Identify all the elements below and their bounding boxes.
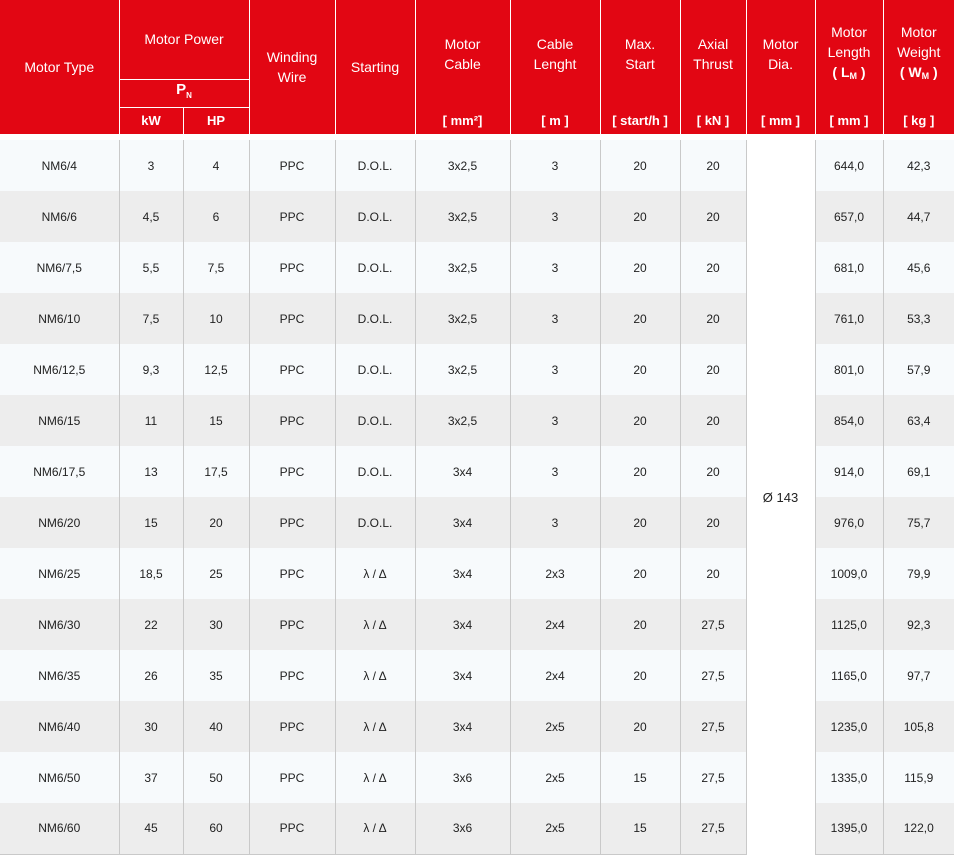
- cell-hp: 17,5: [183, 446, 249, 497]
- cell-max-start: 20: [600, 701, 680, 752]
- cell-motor-weight: 105,8: [883, 701, 954, 752]
- cell-motor-type: NM6/7,5: [0, 242, 119, 293]
- cell-starting: λ / Δ: [335, 752, 415, 803]
- cell-motor-length: 681,0: [815, 242, 883, 293]
- header-motor-length: Motor Length ( $L_M$ ): [815, 0, 883, 107]
- cell-motor-weight: 92,3: [883, 599, 954, 650]
- cell-motor-cable: 3x2,5: [415, 293, 510, 344]
- cell-motor-type: NM6/10: [0, 293, 119, 344]
- cell-motor-weight: 44,7: [883, 191, 954, 242]
- unit-max-start: [ start/h ]: [600, 107, 680, 134]
- cell-axial-thrust: 20: [680, 293, 746, 344]
- unit-motor-dia: [ mm ]: [746, 107, 815, 134]
- cell-motor-length: 657,0: [815, 191, 883, 242]
- cell-max-start: 20: [600, 293, 680, 344]
- cell-motor-cable: 3x2,5: [415, 344, 510, 395]
- cell-kw: 5,5: [119, 242, 183, 293]
- cell-cable-length: 2x3: [510, 548, 600, 599]
- cell-hp: 25: [183, 548, 249, 599]
- cell-max-start: 20: [600, 650, 680, 701]
- cell-kw: 11: [119, 395, 183, 446]
- cell-kw: 13: [119, 446, 183, 497]
- unit-cable-length: [ m ]: [510, 107, 600, 134]
- cell-starting: D.O.L.: [335, 191, 415, 242]
- cell-max-start: 20: [600, 548, 680, 599]
- cell-motor-length: 976,0: [815, 497, 883, 548]
- cell-axial-thrust: 27,5: [680, 599, 746, 650]
- header-cable-length: Cable Lenght: [510, 0, 600, 107]
- cell-motor-length: 1395,0: [815, 803, 883, 854]
- cell-hp: 4: [183, 140, 249, 191]
- cell-cable-length: 2x5: [510, 752, 600, 803]
- cell-motor-weight: 75,7: [883, 497, 954, 548]
- cell-starting: λ / Δ: [335, 701, 415, 752]
- cell-winding-wire: PPC: [249, 701, 335, 752]
- cell-motor-cable: 3x4: [415, 701, 510, 752]
- cell-max-start: 15: [600, 803, 680, 854]
- cell-winding-wire: PPC: [249, 344, 335, 395]
- cell-motor-type: NM6/25: [0, 548, 119, 599]
- cell-motor-type: NM6/40: [0, 701, 119, 752]
- cell-starting: λ / Δ: [335, 650, 415, 701]
- cell-cable-length: 2x4: [510, 599, 600, 650]
- table-header: [0, 0, 954, 140]
- header-kw: kW: [119, 107, 183, 134]
- cell-motor-cable: 3x6: [415, 803, 510, 854]
- cell-hp: 20: [183, 497, 249, 548]
- cell-axial-thrust: 27,5: [680, 803, 746, 854]
- cell-motor-cable: 3x4: [415, 599, 510, 650]
- cell-motor-type: NM6/12,5: [0, 344, 119, 395]
- cell-hp: 7,5: [183, 242, 249, 293]
- header-motor-power: Motor Power: [119, 0, 249, 79]
- header-motor-weight: Motor Weight ( $W_M$ ): [883, 0, 954, 107]
- cell-max-start: 20: [600, 446, 680, 497]
- cell-cable-length: 3: [510, 191, 600, 242]
- cell-motor-cable: 3x4: [415, 497, 510, 548]
- cell-winding-wire: PPC: [249, 191, 335, 242]
- cell-starting: D.O.L.: [335, 446, 415, 497]
- cell-starting: D.O.L.: [335, 242, 415, 293]
- cell-cable-length: 3: [510, 395, 600, 446]
- unit-axial-thrust: [ kN ]: [680, 107, 746, 134]
- unit-motor-length: [ mm ]: [815, 107, 883, 134]
- cell-kw: 9,3: [119, 344, 183, 395]
- cell-hp: 6: [183, 191, 249, 242]
- cell-kw: 30: [119, 701, 183, 752]
- cell-axial-thrust: 20: [680, 497, 746, 548]
- cell-winding-wire: PPC: [249, 293, 335, 344]
- cell-motor-length: 1165,0: [815, 650, 883, 701]
- cell-max-start: 20: [600, 599, 680, 650]
- header-motor-dia: Motor Dia.: [746, 0, 815, 107]
- cell-winding-wire: PPC: [249, 242, 335, 293]
- header-axial-thrust: Axial Thrust: [680, 0, 746, 107]
- cell-cable-length: 3: [510, 497, 600, 548]
- cell-motor-cable: 3x2,5: [415, 140, 510, 191]
- cell-winding-wire: PPC: [249, 803, 335, 854]
- cell-winding-wire: PPC: [249, 395, 335, 446]
- table-body: [0, 140, 954, 854]
- cell-motor-length: 801,0: [815, 344, 883, 395]
- cell-max-start: 20: [600, 242, 680, 293]
- cell-motor-type: NM6/50: [0, 752, 119, 803]
- cell-motor-length: 1125,0: [815, 599, 883, 650]
- cell-motor-type: NM6/6: [0, 191, 119, 242]
- cell-cable-length: 2x5: [510, 701, 600, 752]
- cell-cable-length: 3: [510, 293, 600, 344]
- cell-starting: D.O.L.: [335, 293, 415, 344]
- cell-winding-wire: PPC: [249, 599, 335, 650]
- cell-motor-weight: 45,6: [883, 242, 954, 293]
- cell-starting: λ / Δ: [335, 599, 415, 650]
- cell-motor-cable: 3x6: [415, 752, 510, 803]
- cell-motor-cable: 3x4: [415, 548, 510, 599]
- cell-motor-length: 914,0: [815, 446, 883, 497]
- header-winding-wire: Winding Wire: [249, 0, 335, 134]
- cell-motor-cable: 3x2,5: [415, 242, 510, 293]
- table-row: [0, 140, 954, 191]
- cell-max-start: 20: [600, 344, 680, 395]
- cell-motor-cable: 3x2,5: [415, 395, 510, 446]
- cell-hp: 60: [183, 803, 249, 854]
- cell-max-start: 20: [600, 191, 680, 242]
- cell-max-start: 15: [600, 752, 680, 803]
- cell-hp: 10: [183, 293, 249, 344]
- cell-motor-type: NM6/30: [0, 599, 119, 650]
- header-hp: HP: [183, 107, 249, 134]
- header-motor-type: Motor Type: [0, 0, 119, 134]
- cell-hp: 15: [183, 395, 249, 446]
- cell-motor-length: 1335,0: [815, 752, 883, 803]
- cell-cable-length: 3: [510, 140, 600, 191]
- cell-axial-thrust: 20: [680, 191, 746, 242]
- cell-axial-thrust: 27,5: [680, 650, 746, 701]
- cell-motor-cable: 3x4: [415, 650, 510, 701]
- cell-motor-weight: 42,3: [883, 140, 954, 191]
- cell-winding-wire: PPC: [249, 752, 335, 803]
- cell-cable-length: 2x4: [510, 650, 600, 701]
- cell-starting: D.O.L.: [335, 344, 415, 395]
- cell-motor-type: NM6/15: [0, 395, 119, 446]
- cell-motor-type: NM6/17,5: [0, 446, 119, 497]
- cell-axial-thrust: 20: [680, 395, 746, 446]
- cell-hp: 12,5: [183, 344, 249, 395]
- cell-winding-wire: PPC: [249, 446, 335, 497]
- cell-motor-length: 1235,0: [815, 701, 883, 752]
- cell-winding-wire: PPC: [249, 650, 335, 701]
- cell-axial-thrust: 20: [680, 242, 746, 293]
- cell-motor-dia: Ø 143: [746, 140, 815, 854]
- cell-motor-type: NM6/60: [0, 803, 119, 854]
- cell-motor-weight: 115,9: [883, 752, 954, 803]
- cell-winding-wire: PPC: [249, 140, 335, 191]
- cell-motor-type: NM6/4: [0, 140, 119, 191]
- cell-motor-weight: 63,4: [883, 395, 954, 446]
- cell-starting: D.O.L.: [335, 395, 415, 446]
- cell-kw: 22: [119, 599, 183, 650]
- cell-kw: 45: [119, 803, 183, 854]
- cell-motor-cable: 3x2,5: [415, 191, 510, 242]
- cell-motor-type: NM6/20: [0, 497, 119, 548]
- cell-motor-weight: 53,3: [883, 293, 954, 344]
- cell-motor-length: 1009,0: [815, 548, 883, 599]
- cell-kw: 18,5: [119, 548, 183, 599]
- header-starting: Starting: [335, 0, 415, 134]
- cell-motor-cable: 3x4: [415, 446, 510, 497]
- cell-cable-length: 3: [510, 344, 600, 395]
- cell-motor-length: 644,0: [815, 140, 883, 191]
- cell-cable-length: 3: [510, 446, 600, 497]
- cell-cable-length: 3: [510, 242, 600, 293]
- cell-axial-thrust: 20: [680, 548, 746, 599]
- cell-kw: 37: [119, 752, 183, 803]
- cell-starting: D.O.L.: [335, 497, 415, 548]
- header-max-start: Max. Start: [600, 0, 680, 107]
- cell-hp: 30: [183, 599, 249, 650]
- cell-kw: 26: [119, 650, 183, 701]
- cell-winding-wire: PPC: [249, 548, 335, 599]
- cell-max-start: 20: [600, 140, 680, 191]
- cell-kw: 4,5: [119, 191, 183, 242]
- cell-motor-weight: 69,1: [883, 446, 954, 497]
- cell-kw: 7,5: [119, 293, 183, 344]
- unit-motor-weight: [ kg ]: [883, 107, 954, 134]
- cell-motor-weight: 79,9: [883, 548, 954, 599]
- cell-hp: 35: [183, 650, 249, 701]
- cell-axial-thrust: 20: [680, 140, 746, 191]
- cell-hp: 50: [183, 752, 249, 803]
- cell-kw: 3: [119, 140, 183, 191]
- cell-axial-thrust: 27,5: [680, 752, 746, 803]
- cell-motor-weight: 97,7: [883, 650, 954, 701]
- cell-starting: λ / Δ: [335, 803, 415, 854]
- cell-max-start: 20: [600, 395, 680, 446]
- cell-motor-weight: 57,9: [883, 344, 954, 395]
- cell-cable-length: 2x5: [510, 803, 600, 854]
- cell-starting: λ / Δ: [335, 548, 415, 599]
- cell-motor-type: NM6/35: [0, 650, 119, 701]
- cell-motor-length: 854,0: [815, 395, 883, 446]
- cell-axial-thrust: 20: [680, 446, 746, 497]
- cell-motor-weight: 122,0: [883, 803, 954, 854]
- unit-motor-cable: [ mm²]: [415, 107, 510, 134]
- header-pn: $P_N$: [119, 79, 249, 107]
- cell-axial-thrust: 20: [680, 344, 746, 395]
- cell-starting: D.O.L.: [335, 140, 415, 191]
- cell-winding-wire: PPC: [249, 497, 335, 548]
- cell-hp: 40: [183, 701, 249, 752]
- cell-max-start: 20: [600, 497, 680, 548]
- cell-motor-length: 761,0: [815, 293, 883, 344]
- cell-kw: 15: [119, 497, 183, 548]
- header-motor-cable: Motor Cable: [415, 0, 510, 107]
- cell-axial-thrust: 27,5: [680, 701, 746, 752]
